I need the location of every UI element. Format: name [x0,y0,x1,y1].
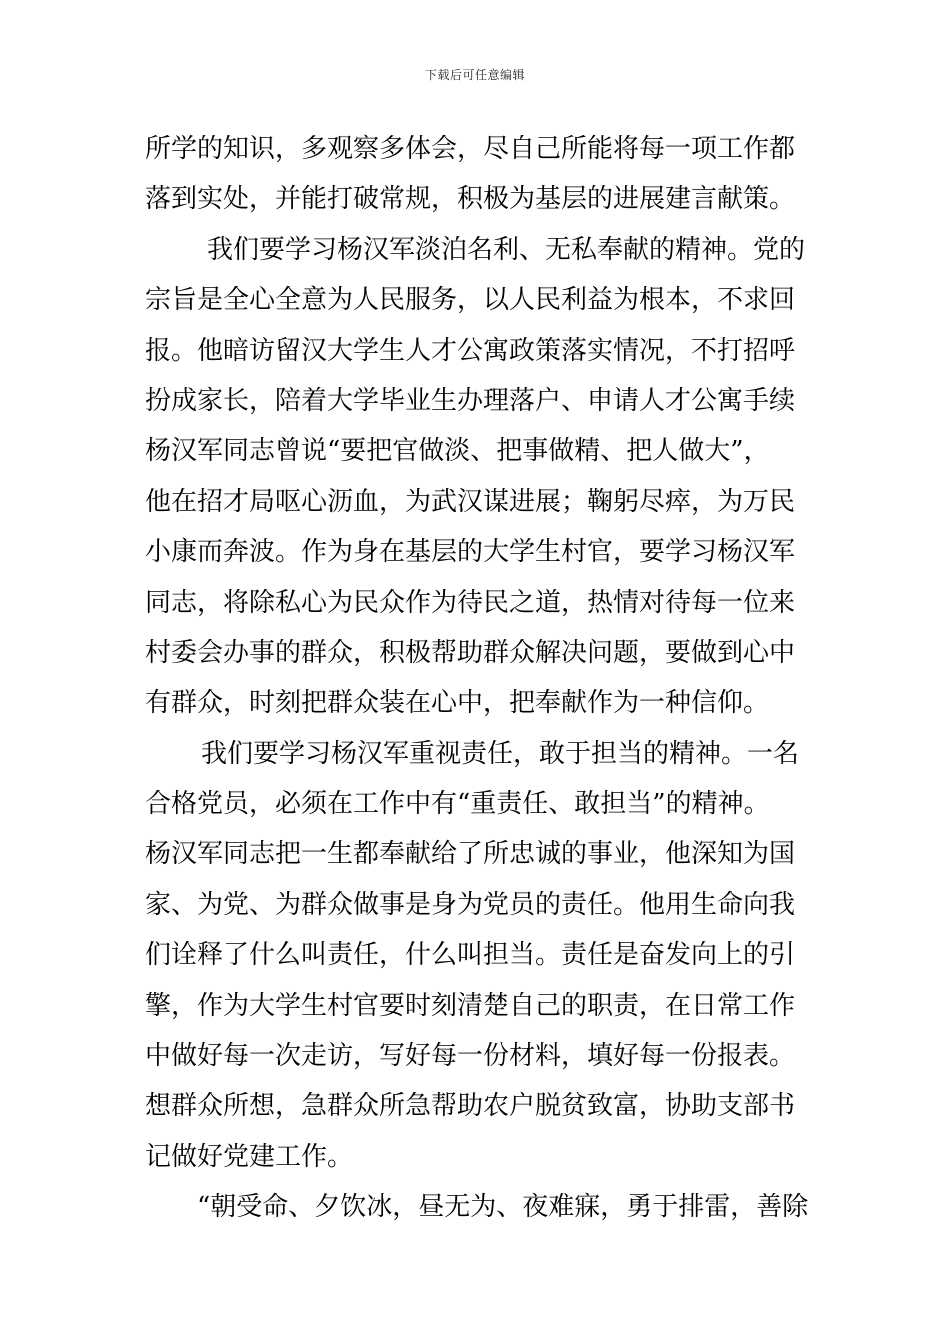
text-line: 擎，作为大学生村官要时刻清楚自己的职责，在日常工作 [145,990,796,1021]
paragraph-start-line: 我们要学习杨汉军淡泊名利、无私奉献的精神。党的 [207,234,806,265]
text-line: 杨汉军同志曾说“要把官做淡、把事做精、把人做大”， [145,436,770,467]
text-line: 扮成家长，陪着大学毕业生办理落户、申请人才公寓手续 [145,385,796,416]
text-line: 宗旨是全心全意为人民服务，以人民利益为根本，不求回 [145,285,796,316]
text-line: 落到实处，并能打破常规，积极为基层的进展建言献策。 [145,184,796,215]
text-line: 村委会办事的群众，积极帮助群众解决问题，要做到心中 [145,637,796,668]
text-line: 同志，将除私心为民众作为待民之道，热情对待每一位来 [145,587,796,618]
text-line: 小康而奔波。作为身在基层的大学生村官，要学习杨汉军 [145,537,796,568]
text-line: 他在招才局呕心沥血，为武汉谋进展；鞠躬尽瘁，为万民 [145,486,796,517]
text-line: 中做好每一次走访，写好每一份材料，填好每一份报表。 [145,1041,796,1072]
text-line: 杨汉军同志把一生都奉献给了所忠诚的事业，他深知为国 [145,839,796,870]
text-line: 记做好党建工作。 [145,1141,354,1172]
document-body [145,124,807,1233]
page-header: 下载后可任意编辑 [424,68,525,82]
text-line: 所学的知识，多观察多体会，尽自己所能将每一项工作都 [145,134,796,164]
text-line: 报。他暗访留汉大学生人才公寓政策落实情况，不打招呼 [145,335,796,366]
paragraph-start-line: “朝受命、夕饮冰，昼无为、夜难寐，勇于排雷，善除 [197,1192,809,1223]
text-line: 有群众，时刻把群众装在心中，把奉献作为一种信仰。 [145,688,770,719]
paragraph-start-line: 我们要学习杨汉军重视责任，敢于担当的精神。一名 [201,738,800,769]
text-line: 合格党员，必须在工作中有“重责任、敢担当”的精神。 [145,789,770,820]
text-line: 家、为党、为群众做事是身为党员的责任。他用生命向我 [145,889,796,920]
text-line: 们诠释了什么叫责任，什么叫担当。责任是奋发向上的引 [145,940,796,971]
text-line: 想群众所想，急群众所急帮助农户脱贫致富，协助支部书 [145,1091,796,1122]
